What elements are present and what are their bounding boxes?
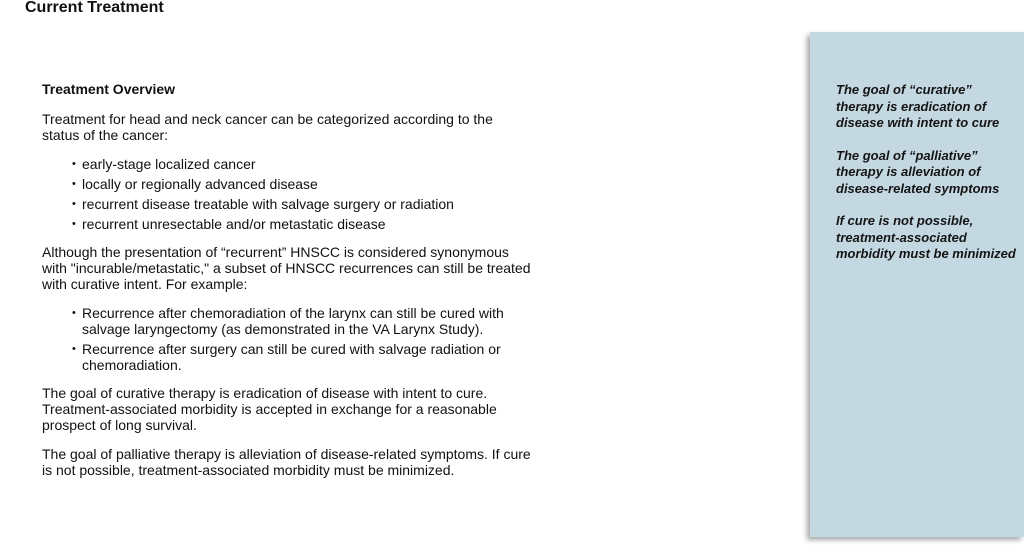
- intro-paragraph: Treatment for head and neck cancer can be categorized according to the status of the cancer:: [42, 111, 493, 143]
- callout-point-palliative: The goal of “palliative” therapy is alleviation of disease-related symptoms: [836, 147, 1000, 196]
- list-item: • recurrent disease treatable with salvage surgery or radiation: [72, 196, 532, 212]
- list-item: • Recurrence after chemoradiation of the larynx can still be cured with salvage laryngectomy (as demonstrated in the VA Larynx Study).: [72, 305, 532, 337]
- list-item: • recurrent unresectable and/or metastatic disease: [72, 216, 532, 232]
- list-item: • early-stage localized cancer: [72, 156, 532, 172]
- recurrence-examples-list: [42, 305, 532, 373]
- page-title: Current Treatment: [25, 0, 164, 16]
- list-item: • Recurrence after surgery can still be cured with salvage radiation or chemoradiation.: [72, 341, 532, 373]
- recurrent-paragraph: Although the presentation of “recurrent” HNSCC is considered synonymous with "incurable/metastatic," a subset of HNSCC recurrences can still be treated with curative intent. For example:: [42, 244, 531, 292]
- cancer-status-list: [42, 156, 532, 232]
- list-item: • locally or regionally advanced disease: [72, 176, 532, 192]
- key-points-callout: [810, 32, 1024, 537]
- callout-point-curative: The goal of “curative” therapy is eradication of disease with intent to cure: [836, 82, 1000, 130]
- section-heading: Treatment Overview: [42, 81, 176, 97]
- callout-point-morbidity: If cure is not possible, treatment-associated morbidity must be minimized: [836, 213, 1016, 261]
- palliative-paragraph: The goal of palliative therapy is alleviation of disease-related symptoms. If cure is not possible, treatment-associated morbidity must be minimized.: [42, 446, 531, 478]
- curative-paragraph: The goal of curative therapy is eradication of disease with intent to cure. Treatment-associated morbidity is accepted in exchange for a reasonable prospect of long survival.: [42, 385, 497, 433]
- treatment-overview-section: [42, 80, 532, 491]
